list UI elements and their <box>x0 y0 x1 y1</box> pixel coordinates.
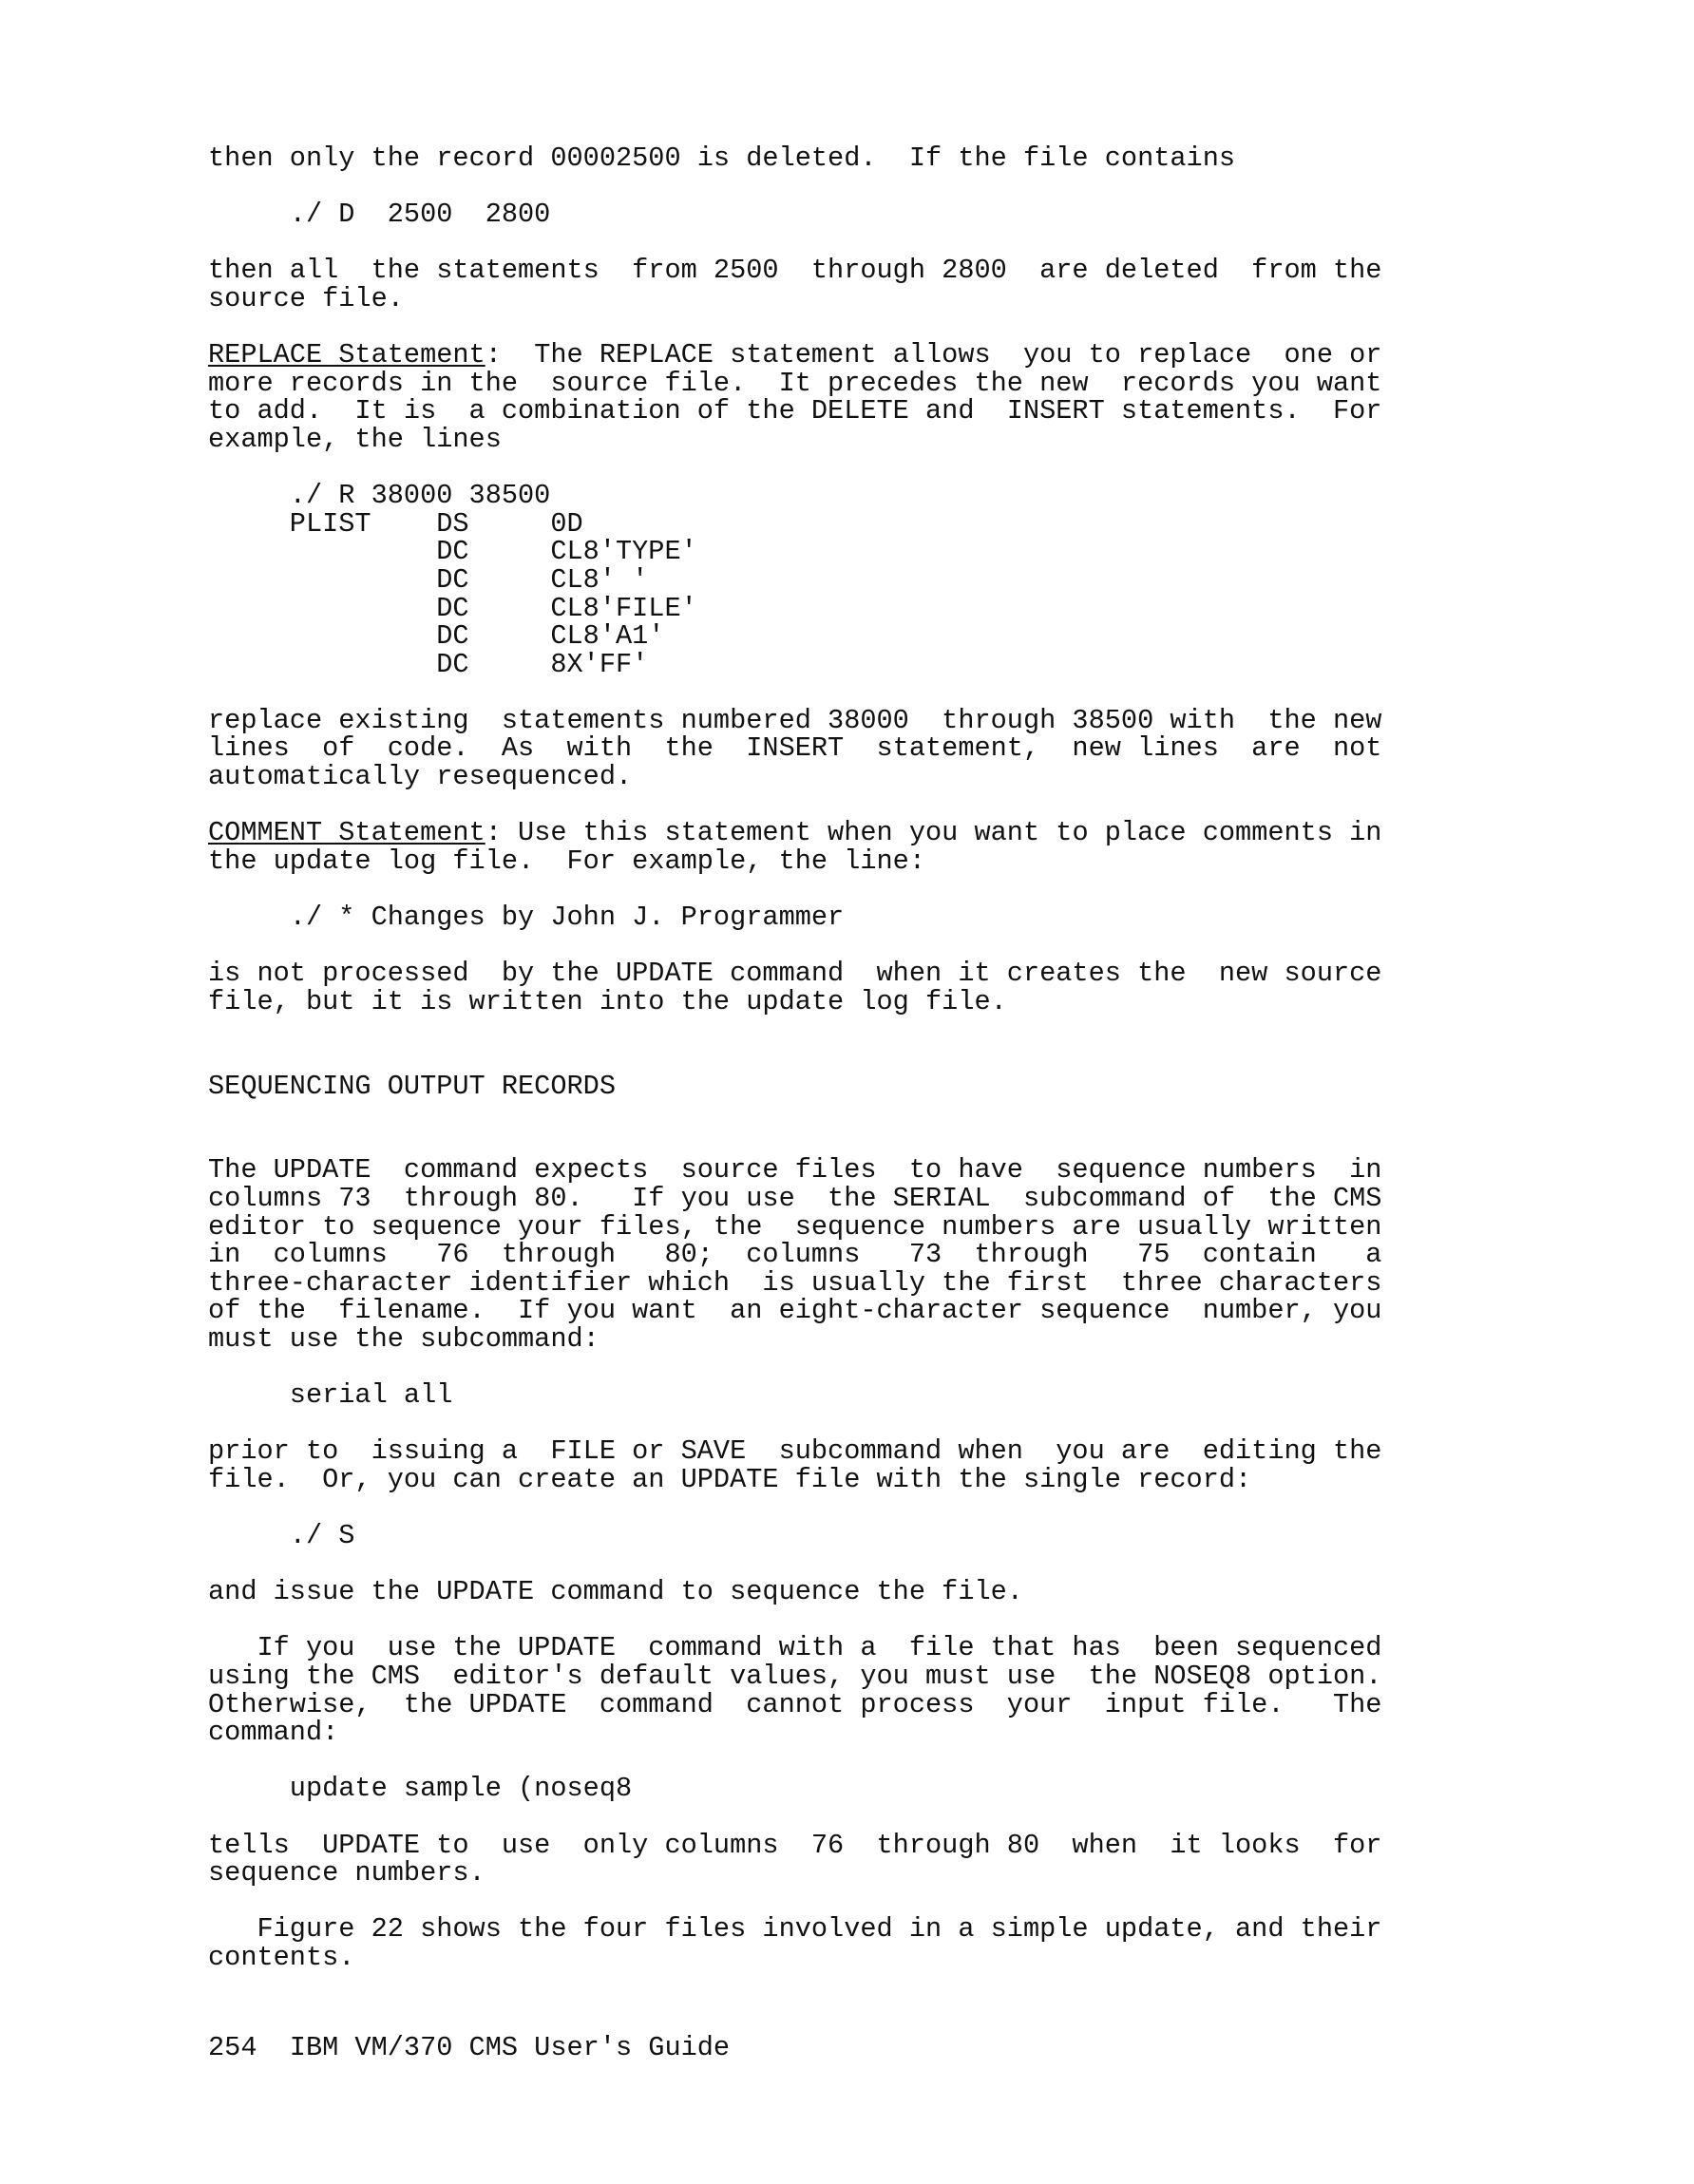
replace-paragraph-first-line <box>208 341 1443 370</box>
text-line: The UPDATE command expects source files to have sequence numbers in <box>208 1154 1382 1187</box>
code-line: serial all <box>208 1379 453 1412</box>
text-line: example, the lines <box>208 423 502 455</box>
text-line: replace existing statements numbered 38000 through 38500 with the new <box>208 704 1382 736</box>
text-line: then only the record 00002500 is deleted. If the file contains <box>208 142 1236 174</box>
page-footer: 254 IBM VM/370 CMS User's Guide <box>208 2032 731 2063</box>
text-line: three-character identifier which is usually the first three characters <box>208 1266 1382 1299</box>
text-line: and issue the UPDATE command to sequence the file. <box>208 1576 1023 1608</box>
code-line: ./ S <box>208 1520 355 1552</box>
text-line: must use the subcommand: <box>208 1322 600 1355</box>
text-line: more records in the source file. It precedes the new records you want <box>208 367 1382 399</box>
code-line: ./ * Changes by John J. Programmer <box>208 902 845 934</box>
text-line: then all the statements from 2500 through 2800 are deleted from the <box>208 255 1382 287</box>
text-line: of the filename. If you want an eight-character sequence number, you <box>208 1295 1382 1327</box>
text-line: to add. It is a combination of the DELETE and INSERT statements. For <box>208 395 1382 427</box>
text-line: the update log file. For example, the line: <box>208 845 925 877</box>
text-fragment: : The REPLACE statement allows you to replace one or <box>485 339 1382 371</box>
text-line: using the CMS editor's default values, you must use the NOSEQ8 option. <box>208 1661 1382 1693</box>
code-line: update sample (noseq8 <box>208 1773 633 1805</box>
text-line: prior to issuing a FILE or SAVE subcommand when you are editing the <box>208 1435 1382 1468</box>
text-line: Figure 22 shows the four files involved in a simple update, and their <box>208 1913 1382 1946</box>
text-line: tells UPDATE to use only columns 76 through 80 when it looks for <box>208 1829 1382 1861</box>
comment-paragraph-first-line <box>208 819 1443 847</box>
text-line: automatically resequenced. <box>208 761 633 793</box>
code-line: ./ R 38000 38500 <box>208 480 551 512</box>
text-line: in columns 76 through 80; columns 73 through 75 contain a <box>208 1239 1382 1271</box>
text-fragment: : Use this statement when you want to place comments in <box>485 817 1382 849</box>
replace-statement-heading: REPLACE Statement <box>208 339 485 371</box>
text-line: editor to sequence your files, the sequence numbers are usually written <box>208 1210 1382 1243</box>
code-line: DC CL8'A1' <box>208 620 665 653</box>
comment-statement-heading: COMMENT Statement <box>208 817 485 849</box>
text-line: sequence numbers. <box>208 1857 485 1890</box>
code-line: DC CL8' ' <box>208 563 649 596</box>
text-line: command: <box>208 1717 339 1749</box>
code-line: ./ D 2500 2800 <box>208 199 551 231</box>
text-line: Otherwise, the UPDATE command cannot process your input file. The <box>208 1688 1382 1720</box>
section-heading: SEQUENCING OUTPUT RECORDS <box>208 1070 616 1102</box>
text-line: columns 73 through 80. If you use the SERIAL subcommand of the CMS <box>208 1182 1382 1214</box>
text-line: If you use the UPDATE command with a file that has been sequenced <box>208 1632 1382 1664</box>
page-body <box>208 144 1443 1972</box>
code-line: DC CL8'TYPE' <box>208 536 697 568</box>
text-line: file, but it is written into the update log file. <box>208 985 1007 1017</box>
text-line: is not processed by the UPDATE command when it creates the new source <box>208 958 1382 990</box>
text-line: file. Or, you can create an UPDATE file with the single record: <box>208 1463 1252 1495</box>
code-line: DC 8X'FF' <box>208 648 649 680</box>
text-line: contents. <box>208 1942 355 1973</box>
code-line: PLIST DS 0D <box>208 507 583 540</box>
text-line: source file. <box>208 282 404 314</box>
code-line: DC CL8'FILE' <box>208 592 697 624</box>
text-line: lines of code. As with the INSERT statement, new lines are not <box>208 732 1382 765</box>
